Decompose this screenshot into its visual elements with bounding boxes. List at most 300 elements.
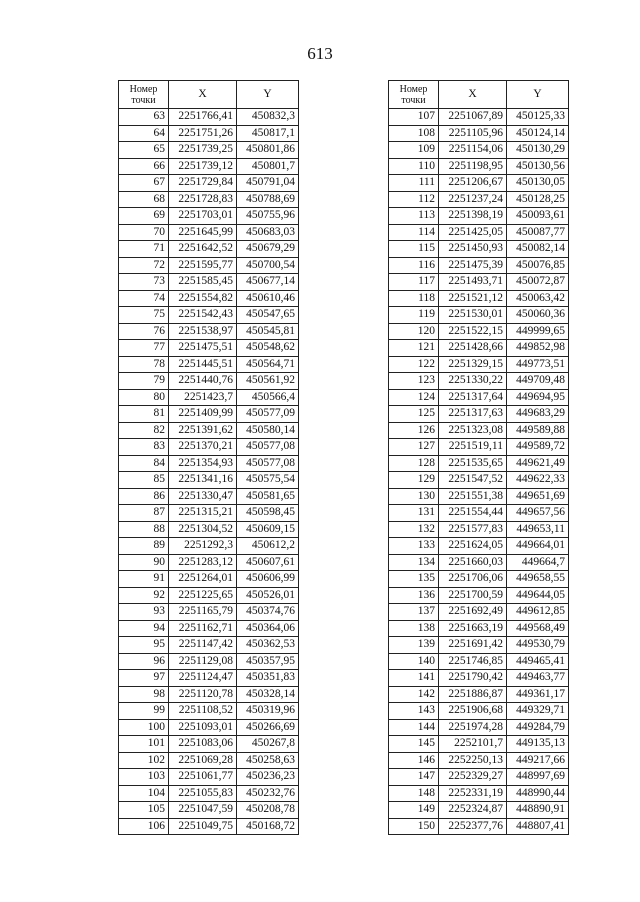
y-coordinate-cell: 450093,61 — [507, 208, 569, 225]
y-coordinate-cell: 450130,29 — [507, 142, 569, 159]
x-coordinate-cell: 2251129,08 — [169, 653, 237, 670]
table-row — [389, 571, 569, 588]
table-row — [389, 191, 569, 208]
x-coordinate-cell: 2251450,93 — [439, 241, 507, 258]
y-coordinate-cell: 449329,71 — [507, 703, 569, 720]
table-row — [119, 323, 299, 340]
x-coordinate-cell: 2251124,47 — [169, 670, 237, 687]
table-row — [389, 505, 569, 522]
x-coordinate-cell: 2251423,7 — [169, 389, 237, 406]
y-coordinate-cell: 450700,54 — [237, 257, 299, 274]
table-row — [389, 488, 569, 505]
point-number-cell: 81 — [119, 406, 169, 423]
y-coordinate-cell: 450063,42 — [507, 290, 569, 307]
point-number-cell: 95 — [119, 637, 169, 654]
table-row — [119, 604, 299, 621]
x-coordinate-cell: 2251206,67 — [439, 175, 507, 192]
y-coordinate-cell: 450598,45 — [237, 505, 299, 522]
point-number-cell: 86 — [119, 488, 169, 505]
x-coordinate-cell: 2251154,06 — [439, 142, 507, 159]
table-row — [389, 290, 569, 307]
y-coordinate-cell: 450679,29 — [237, 241, 299, 258]
point-number-cell: 123 — [389, 373, 439, 390]
x-coordinate-cell: 2251162,71 — [169, 620, 237, 637]
x-coordinate-cell: 2251739,25 — [169, 142, 237, 159]
point-number-cell: 80 — [119, 389, 169, 406]
y-coordinate-cell: 450526,01 — [237, 587, 299, 604]
table-row — [119, 224, 299, 241]
y-coordinate-cell: 450801,86 — [237, 142, 299, 159]
x-coordinate-cell: 2251047,59 — [169, 802, 237, 819]
point-number-cell: 71 — [119, 241, 169, 258]
table-row — [119, 686, 299, 703]
y-coordinate-cell: 450575,54 — [237, 472, 299, 489]
x-coordinate-cell: 2251198,95 — [439, 158, 507, 175]
point-number-cell: 121 — [389, 340, 439, 357]
y-coordinate-cell: 450125,33 — [507, 109, 569, 126]
x-coordinate-cell: 2251551,38 — [439, 488, 507, 505]
y-coordinate-cell: 450683,03 — [237, 224, 299, 241]
x-coordinate-cell: 2251067,89 — [439, 109, 507, 126]
x-coordinate-cell: 2251061,77 — [169, 769, 237, 786]
point-number-cell: 100 — [119, 719, 169, 736]
y-coordinate-cell: 450561,92 — [237, 373, 299, 390]
point-number-cell: 136 — [389, 587, 439, 604]
x-coordinate-cell: 2251317,64 — [439, 389, 507, 406]
x-coordinate-cell: 2251341,16 — [169, 472, 237, 489]
point-number-cell: 92 — [119, 587, 169, 604]
x-coordinate-cell: 2251522,15 — [439, 323, 507, 340]
table-row — [389, 587, 569, 604]
table-row — [389, 389, 569, 406]
point-number-cell: 85 — [119, 472, 169, 489]
x-coordinate-cell: 2251645,99 — [169, 224, 237, 241]
table-row — [119, 208, 299, 225]
point-number-cell: 76 — [119, 323, 169, 340]
table-row — [119, 241, 299, 258]
x-coordinate-cell: 2251093,01 — [169, 719, 237, 736]
table-row — [389, 703, 569, 720]
table-row — [119, 356, 299, 373]
y-coordinate-cell: 450580,14 — [237, 422, 299, 439]
y-coordinate-cell: 450236,23 — [237, 769, 299, 786]
point-number-cell: 91 — [119, 571, 169, 588]
point-number-cell: 130 — [389, 488, 439, 505]
table-row — [119, 637, 299, 654]
x-coordinate-cell: 2252329,27 — [439, 769, 507, 786]
table-row — [119, 439, 299, 456]
table-row — [389, 307, 569, 324]
x-coordinate-cell: 2251790,42 — [439, 670, 507, 687]
y-coordinate-cell: 450801,7 — [237, 158, 299, 175]
page-number: 613 — [307, 44, 333, 63]
x-coordinate-cell: 2251746,85 — [439, 653, 507, 670]
y-coordinate-cell: 449284,79 — [507, 719, 569, 736]
y-coordinate-cell: 449217,66 — [507, 752, 569, 769]
point-number-cell: 69 — [119, 208, 169, 225]
table-row — [119, 307, 299, 324]
y-coordinate-cell: 449530,79 — [507, 637, 569, 654]
point-number-cell: 70 — [119, 224, 169, 241]
point-number-cell: 64 — [119, 125, 169, 142]
x-coordinate-cell: 2251624,05 — [439, 538, 507, 555]
point-number-cell: 134 — [389, 554, 439, 571]
y-coordinate-cell: 449999,65 — [507, 323, 569, 340]
point-number-cell: 131 — [389, 505, 439, 522]
x-coordinate-cell: 2251317,63 — [439, 406, 507, 423]
point-number-cell: 129 — [389, 472, 439, 489]
point-number-cell: 132 — [389, 521, 439, 538]
point-number-cell: 143 — [389, 703, 439, 720]
table-row — [389, 554, 569, 571]
x-coordinate-cell: 2252101,7 — [439, 736, 507, 753]
y-coordinate-cell: 450076,85 — [507, 257, 569, 274]
point-number-cell: 115 — [389, 241, 439, 258]
y-coordinate-cell: 450566,4 — [237, 389, 299, 406]
point-number-cell: 137 — [389, 604, 439, 621]
table-row — [389, 241, 569, 258]
table-row — [119, 472, 299, 489]
x-coordinate-cell: 2251425,05 — [439, 224, 507, 241]
table-row — [119, 752, 299, 769]
x-coordinate-cell: 2251739,12 — [169, 158, 237, 175]
x-coordinate-cell: 2251595,77 — [169, 257, 237, 274]
table-row — [389, 769, 569, 786]
point-number-cell: 90 — [119, 554, 169, 571]
x-coordinate-cell: 2251691,42 — [439, 637, 507, 654]
y-coordinate-cell: 449664,01 — [507, 538, 569, 555]
point-number-cell: 149 — [389, 802, 439, 819]
y-coordinate-cell: 449773,51 — [507, 356, 569, 373]
y-coordinate-cell: 449694,95 — [507, 389, 569, 406]
point-number-cell: 88 — [119, 521, 169, 538]
y-coordinate-cell: 450266,69 — [237, 719, 299, 736]
x-coordinate-cell: 2251475,39 — [439, 257, 507, 274]
table-row — [389, 670, 569, 687]
x-coordinate-cell: 2251906,68 — [439, 703, 507, 720]
x-coordinate-cell: 2251283,12 — [169, 554, 237, 571]
point-number-cell: 94 — [119, 620, 169, 637]
table-row — [119, 158, 299, 175]
x-coordinate-cell: 2252331,19 — [439, 785, 507, 802]
point-number-cell: 93 — [119, 604, 169, 621]
x-coordinate-cell: 2251700,59 — [439, 587, 507, 604]
point-number-cell: 128 — [389, 455, 439, 472]
table-row — [119, 802, 299, 819]
x-coordinate-cell: 2251237,24 — [439, 191, 507, 208]
x-coordinate-cell: 2251398,19 — [439, 208, 507, 225]
table-row — [389, 340, 569, 357]
y-coordinate-cell: 450564,71 — [237, 356, 299, 373]
y-coordinate-cell: 450545,81 — [237, 323, 299, 340]
y-coordinate-cell: 450124,14 — [507, 125, 569, 142]
y-coordinate-cell: 450060,36 — [507, 307, 569, 324]
y-coordinate-cell: 450130,05 — [507, 175, 569, 192]
table-row — [119, 175, 299, 192]
y-coordinate-cell: 450581,65 — [237, 488, 299, 505]
table-row — [389, 752, 569, 769]
header-y: Y — [507, 81, 569, 109]
x-coordinate-cell: 2251493,71 — [439, 274, 507, 291]
point-number-cell: 103 — [119, 769, 169, 786]
y-coordinate-cell: 450755,96 — [237, 208, 299, 225]
y-coordinate-cell: 450577,09 — [237, 406, 299, 423]
y-coordinate-cell: 448890,91 — [507, 802, 569, 819]
x-coordinate-cell: 2251105,96 — [439, 125, 507, 142]
y-coordinate-cell: 449361,17 — [507, 686, 569, 703]
y-coordinate-cell: 449709,48 — [507, 373, 569, 390]
point-number-cell: 116 — [389, 257, 439, 274]
point-number-cell: 147 — [389, 769, 439, 786]
point-number-cell: 65 — [119, 142, 169, 159]
table-row — [119, 455, 299, 472]
x-coordinate-cell: 2251663,19 — [439, 620, 507, 637]
x-coordinate-cell: 2251391,62 — [169, 422, 237, 439]
point-number-cell: 150 — [389, 818, 439, 835]
table-row — [389, 818, 569, 835]
y-coordinate-cell: 450548,62 — [237, 340, 299, 357]
table-row — [389, 323, 569, 340]
point-number-cell: 125 — [389, 406, 439, 423]
table-row — [389, 686, 569, 703]
table-row — [119, 191, 299, 208]
table-row — [389, 175, 569, 192]
point-number-cell: 127 — [389, 439, 439, 456]
y-coordinate-cell: 449653,11 — [507, 521, 569, 538]
table-row — [119, 769, 299, 786]
point-number-cell: 68 — [119, 191, 169, 208]
table-header-row — [119, 81, 299, 109]
y-coordinate-cell: 450232,76 — [237, 785, 299, 802]
point-number-cell: 82 — [119, 422, 169, 439]
y-coordinate-cell: 450328,14 — [237, 686, 299, 703]
point-number-cell: 107 — [389, 109, 439, 126]
table-row — [389, 439, 569, 456]
y-coordinate-cell: 450168,72 — [237, 818, 299, 835]
table-row — [389, 224, 569, 241]
table-row — [119, 389, 299, 406]
x-coordinate-cell: 2251729,84 — [169, 175, 237, 192]
y-coordinate-cell: 449135,13 — [507, 736, 569, 753]
table-row — [119, 521, 299, 538]
x-coordinate-cell: 2251330,22 — [439, 373, 507, 390]
point-number-cell: 144 — [389, 719, 439, 736]
coordinates-table-left — [118, 80, 299, 835]
table-row — [389, 472, 569, 489]
y-coordinate-cell: 450791,04 — [237, 175, 299, 192]
x-coordinate-cell: 2251120,78 — [169, 686, 237, 703]
x-coordinate-cell: 2251304,52 — [169, 521, 237, 538]
y-coordinate-cell: 449589,88 — [507, 422, 569, 439]
point-number-cell: 63 — [119, 109, 169, 126]
x-coordinate-cell: 2251370,21 — [169, 439, 237, 456]
y-coordinate-cell: 450072,87 — [507, 274, 569, 291]
y-coordinate-cell: 450258,63 — [237, 752, 299, 769]
x-coordinate-cell: 2251585,45 — [169, 274, 237, 291]
point-number-cell: 145 — [389, 736, 439, 753]
y-coordinate-cell: 450577,08 — [237, 455, 299, 472]
y-coordinate-cell: 449683,29 — [507, 406, 569, 423]
x-coordinate-cell: 2251642,52 — [169, 241, 237, 258]
y-coordinate-cell: 449651,69 — [507, 488, 569, 505]
point-number-cell: 105 — [119, 802, 169, 819]
point-number-cell: 110 — [389, 158, 439, 175]
table-row — [389, 620, 569, 637]
y-coordinate-cell: 450609,15 — [237, 521, 299, 538]
point-number-cell: 148 — [389, 785, 439, 802]
x-coordinate-cell: 2251225,65 — [169, 587, 237, 604]
point-number-cell: 87 — [119, 505, 169, 522]
point-number-cell: 124 — [389, 389, 439, 406]
point-number-cell: 79 — [119, 373, 169, 390]
header-point-number: Номер точки — [119, 81, 169, 109]
header-y: Y — [237, 81, 299, 109]
x-coordinate-cell: 2251974,28 — [439, 719, 507, 736]
table-row — [119, 505, 299, 522]
y-coordinate-cell: 450357,95 — [237, 653, 299, 670]
point-number-cell: 139 — [389, 637, 439, 654]
table-row — [389, 785, 569, 802]
table-row — [389, 406, 569, 423]
y-coordinate-cell: 450130,56 — [507, 158, 569, 175]
point-number-cell: 108 — [389, 125, 439, 142]
y-coordinate-cell: 449589,72 — [507, 439, 569, 456]
point-number-cell: 102 — [119, 752, 169, 769]
x-coordinate-cell: 2251692,49 — [439, 604, 507, 621]
point-number-cell: 119 — [389, 307, 439, 324]
x-coordinate-cell: 2251577,83 — [439, 521, 507, 538]
point-number-cell: 72 — [119, 257, 169, 274]
x-coordinate-cell: 2251547,52 — [439, 472, 507, 489]
y-coordinate-cell: 450610,46 — [237, 290, 299, 307]
point-number-cell: 99 — [119, 703, 169, 720]
table-row — [119, 587, 299, 604]
point-number-cell: 98 — [119, 686, 169, 703]
point-number-cell: 146 — [389, 752, 439, 769]
table-row — [389, 653, 569, 670]
table-row — [119, 422, 299, 439]
y-coordinate-cell: 449622,33 — [507, 472, 569, 489]
x-coordinate-cell: 2251703,01 — [169, 208, 237, 225]
y-coordinate-cell: 448997,69 — [507, 769, 569, 786]
point-number-cell: 142 — [389, 686, 439, 703]
x-coordinate-cell: 2251886,87 — [439, 686, 507, 703]
header-x: X — [439, 81, 507, 109]
x-coordinate-cell: 2251554,82 — [169, 290, 237, 307]
point-number-cell: 109 — [389, 142, 439, 159]
coordinates-table-right — [388, 80, 569, 835]
table-row — [119, 653, 299, 670]
point-number-cell: 97 — [119, 670, 169, 687]
x-coordinate-cell: 2251354,93 — [169, 455, 237, 472]
y-coordinate-cell: 450817,1 — [237, 125, 299, 142]
x-coordinate-cell: 2251751,26 — [169, 125, 237, 142]
point-number-cell: 67 — [119, 175, 169, 192]
table-row — [119, 142, 299, 159]
table-row — [389, 373, 569, 390]
x-coordinate-cell: 2251440,76 — [169, 373, 237, 390]
table-row — [389, 521, 569, 538]
table-row — [119, 620, 299, 637]
point-number-cell: 96 — [119, 653, 169, 670]
x-coordinate-cell: 2252377,76 — [439, 818, 507, 835]
table-row — [389, 719, 569, 736]
point-number-cell: 135 — [389, 571, 439, 588]
table-row — [119, 406, 299, 423]
y-coordinate-cell: 450087,77 — [507, 224, 569, 241]
table-header-row — [389, 81, 569, 109]
point-number-cell: 133 — [389, 538, 439, 555]
table-row — [389, 208, 569, 225]
table-row — [389, 538, 569, 555]
y-coordinate-cell: 450128,25 — [507, 191, 569, 208]
y-coordinate-cell: 450607,61 — [237, 554, 299, 571]
table-row — [389, 158, 569, 175]
x-coordinate-cell: 2251069,28 — [169, 752, 237, 769]
x-coordinate-cell: 2251554,44 — [439, 505, 507, 522]
table-row — [389, 109, 569, 126]
y-coordinate-cell: 449644,05 — [507, 587, 569, 604]
y-coordinate-cell: 449612,85 — [507, 604, 569, 621]
point-number-cell: 113 — [389, 208, 439, 225]
point-number-cell: 141 — [389, 670, 439, 687]
x-coordinate-cell: 2251538,97 — [169, 323, 237, 340]
x-coordinate-cell: 2251315,21 — [169, 505, 237, 522]
table-row — [389, 455, 569, 472]
point-number-cell: 74 — [119, 290, 169, 307]
point-number-cell: 120 — [389, 323, 439, 340]
x-coordinate-cell: 2251535,65 — [439, 455, 507, 472]
x-coordinate-cell: 2251083,06 — [169, 736, 237, 753]
x-coordinate-cell: 2251330,47 — [169, 488, 237, 505]
x-coordinate-cell: 2251706,06 — [439, 571, 507, 588]
point-number-cell: 66 — [119, 158, 169, 175]
x-coordinate-cell: 2251264,01 — [169, 571, 237, 588]
point-number-cell: 101 — [119, 736, 169, 753]
x-coordinate-cell: 2251530,01 — [439, 307, 507, 324]
x-coordinate-cell: 2251165,79 — [169, 604, 237, 621]
point-number-cell: 89 — [119, 538, 169, 555]
y-coordinate-cell: 450577,08 — [237, 439, 299, 456]
table-row — [119, 340, 299, 357]
x-coordinate-cell: 2251521,12 — [439, 290, 507, 307]
table-row — [389, 637, 569, 654]
point-number-cell: 117 — [389, 274, 439, 291]
table-row — [119, 290, 299, 307]
table-row — [119, 736, 299, 753]
table-row — [389, 142, 569, 159]
table-row — [119, 785, 299, 802]
point-number-cell: 78 — [119, 356, 169, 373]
y-coordinate-cell: 449664,7 — [507, 554, 569, 571]
point-number-cell: 122 — [389, 356, 439, 373]
table-row — [119, 125, 299, 142]
point-number-cell: 126 — [389, 422, 439, 439]
table-row — [119, 703, 299, 720]
point-number-cell: 83 — [119, 439, 169, 456]
x-coordinate-cell: 2251055,83 — [169, 785, 237, 802]
point-number-cell: 75 — [119, 307, 169, 324]
x-coordinate-cell: 2251147,42 — [169, 637, 237, 654]
point-number-cell: 73 — [119, 274, 169, 291]
table-row — [389, 736, 569, 753]
point-number-cell: 111 — [389, 175, 439, 192]
table-row — [119, 538, 299, 555]
x-coordinate-cell: 2251329,15 — [439, 356, 507, 373]
table-row — [119, 670, 299, 687]
table-row — [119, 571, 299, 588]
table-row — [119, 257, 299, 274]
